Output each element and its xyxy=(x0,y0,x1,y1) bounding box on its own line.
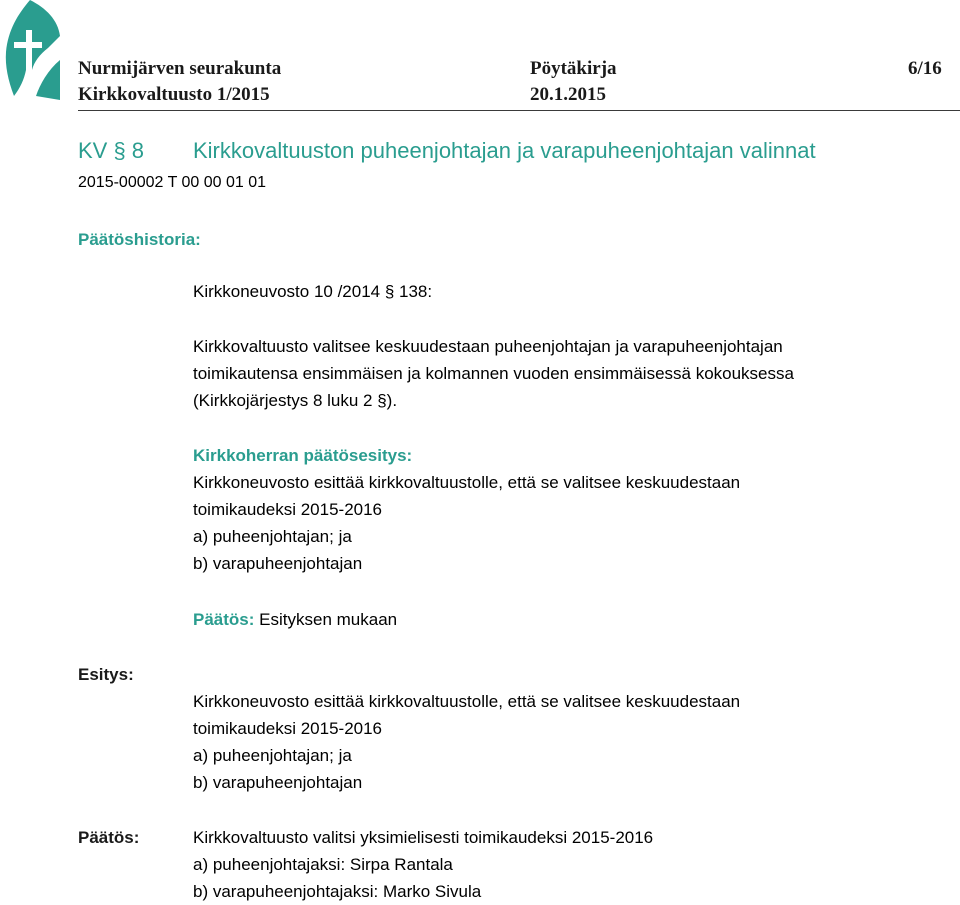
header-doc-type: Pöytäkirja xyxy=(530,58,617,79)
proposal-line: Kirkkoneuvosto esittää kirkkovaltuustolle, että se valitsee keskuudestaan xyxy=(193,473,741,492)
proposal-line: a) puheenjohtajan; ja xyxy=(193,527,352,546)
decision-line: b) varapuheenjohtajaksi: Marko Sivula xyxy=(193,882,482,901)
decision-line: a) puheenjohtajaksi: Sirpa Rantala xyxy=(193,855,453,874)
history-heading: Päätöshistoria: xyxy=(78,230,201,249)
section-ref-code: 2015-00002 T 00 00 01 01 xyxy=(78,174,267,191)
section-title: Kirkkovaltuuston puheenjohtajan ja varapuheenjohtajan valinnat xyxy=(193,138,816,163)
header-org: Nurmijärven seurakunta xyxy=(78,58,282,79)
history-line: (Kirkkojärjestys 8 luku 2 §). xyxy=(193,391,398,410)
history-decision xyxy=(193,606,397,633)
decision-label: Päätös: xyxy=(78,828,140,847)
vicar-proposal xyxy=(193,442,740,577)
proposal-line: toimikaudeksi 2015-2016 xyxy=(193,500,383,519)
church-cross-logo xyxy=(0,0,62,104)
decision-block xyxy=(193,824,653,905)
header-date: 20.1.2015 xyxy=(530,84,606,105)
proposal-line: b) varapuheenjohtajan xyxy=(193,773,363,792)
header-divider xyxy=(78,110,960,111)
proposal-line: b) varapuheenjohtajan xyxy=(193,554,363,573)
section-number: KV § 8 xyxy=(78,138,145,163)
history-decision-text: Esityksen mukaan xyxy=(259,610,398,629)
proposal-line: Kirkkoneuvosto esittää kirkkovaltuustolle, että se valitsee keskuudestaan xyxy=(193,692,741,711)
header-meeting: Kirkkovaltuusto 1/2015 xyxy=(78,84,270,105)
decision-line: Kirkkovaltuusto valitsi yksimielisesti toimikaudeksi 2015-2016 xyxy=(193,828,654,847)
history-paragraph xyxy=(193,333,794,414)
history-decision-label: Päätös: xyxy=(193,610,255,629)
history-line: toimikautensa ensimmäisen ja kolmannen vuoden ensimmäisessä kokouksessa xyxy=(193,364,794,383)
page-number: 6/16 xyxy=(908,58,942,79)
proposal-label: Esitys: xyxy=(78,665,134,684)
history-line: Kirkkovaltuusto valitsee keskuudestaan puheenjohtajan ja varapuheenjohtajan xyxy=(193,337,783,356)
proposal-line: a) puheenjohtajan; ja xyxy=(193,746,352,765)
council-ref: Kirkkoneuvosto 10 /2014 § 138: xyxy=(193,282,433,301)
proposal-block xyxy=(193,688,740,796)
proposal-line: toimikaudeksi 2015-2016 xyxy=(193,719,383,738)
vicar-proposal-heading: Kirkkoherran päätösesitys: xyxy=(193,446,413,465)
